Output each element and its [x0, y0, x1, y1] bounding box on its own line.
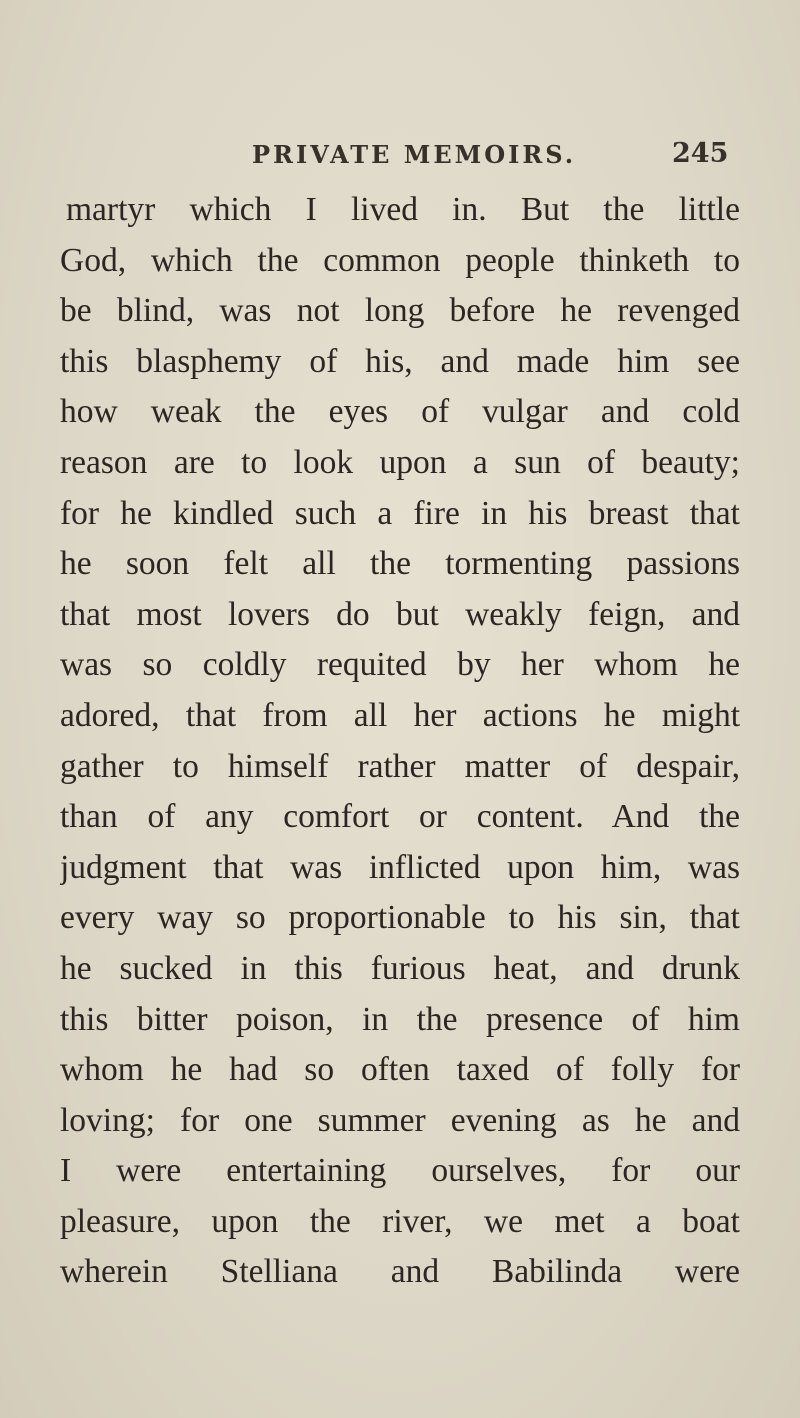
page-header — [0, 140, 800, 180]
text-line: be blind, was not long before he revenged — [60, 292, 740, 330]
page-number: 245 — [672, 138, 729, 169]
text-line: than of any comfort or content. And the — [60, 798, 740, 836]
text-line: this blasphemy of his, and made him see — [60, 342, 740, 380]
text-line: gather to himself rather matter of despair, — [60, 747, 740, 785]
text-line: reason are to look upon a sun of beauty; — [60, 443, 740, 481]
text-line: God, which the common people thinketh to — [60, 241, 740, 279]
text-line: he sucked in this furious heat, and drunk — [60, 949, 740, 987]
text-line: whom he had so often taxed of folly for — [60, 1051, 740, 1089]
text-line: was so coldly requited by her whom he — [60, 646, 740, 684]
text-line: adored, that from all her actions he might — [60, 696, 740, 734]
text-line: for he kindled such a fire in his breast that — [60, 494, 740, 532]
text-line: that most lovers do but weakly feign, and — [60, 595, 740, 633]
text-line: loving; for one summer evening as he and — [60, 1101, 740, 1139]
text-line: every way so proportionable to his sin, that — [60, 899, 740, 937]
text-line: judgment that was inflicted upon him, was — [60, 848, 740, 886]
text-line: wherein Stelliana and Babilinda were — [60, 1253, 740, 1291]
text-line: pleasure, upon the river, we met a boat — [60, 1202, 740, 1240]
body-text — [60, 185, 740, 1298]
text-line: martyr which I lived in. But the little — [66, 191, 740, 228]
text-line: how weak the eyes of vulgar and cold — [60, 393, 740, 431]
text-line: he soon felt all the tormenting passions — [60, 545, 740, 583]
text-line: I were entertaining ourselves, for our — [60, 1152, 740, 1190]
text-line: this bitter poison, in the presence of him — [60, 1000, 740, 1038]
running-title: PRIVATE MEMOIRS. — [252, 140, 577, 169]
